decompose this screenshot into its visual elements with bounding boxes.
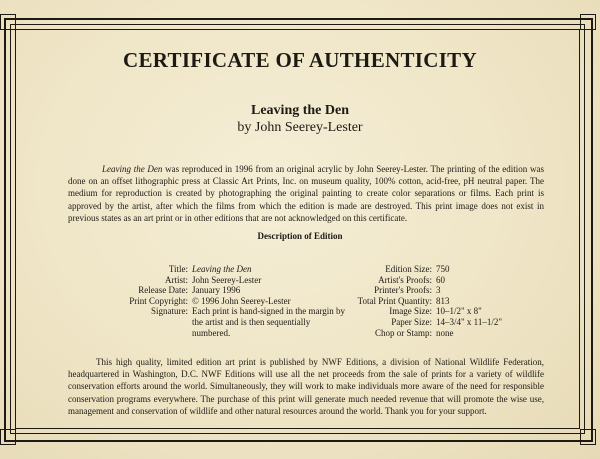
spec-label: Print Copyright: bbox=[129, 295, 188, 306]
spec-label: Chop or Stamp: bbox=[374, 327, 432, 338]
spec-label: Edition Size: bbox=[385, 264, 432, 274]
spec-value: January 1996 bbox=[192, 285, 241, 296]
spec-label: Artist's Proofs: bbox=[378, 274, 432, 285]
spec-row bbox=[98, 264, 350, 275]
corner-ornament-top-right bbox=[580, 14, 596, 30]
intro-paragraph bbox=[68, 163, 544, 224]
intro-text: was reproduced in 1996 from an original acrylic by John Seerey-Lester. The printing of the edition was done on an offset lithographic press at Classic Art Prints, Inc. on museum quality, 100% cotton, acid-free, pH neutral paper. The medium for reproduction is created by photographing the original painting to create color separations or films. Each print is approved by the artist, after which the films from which the edition is made are destroyed. This print image does not exist in previous states as an art print or in other editions that are not acknowledged on this certificate. bbox=[68, 164, 545, 223]
spec-row bbox=[98, 285, 350, 296]
spec-row bbox=[330, 285, 530, 296]
corner-ornament-bottom-left bbox=[0, 429, 16, 445]
spec-value: © 1996 John Seerey-Lester bbox=[192, 295, 291, 306]
certificate-heading: CERTIFICATE OF AUTHENTICITY bbox=[123, 48, 477, 72]
edition-details-left bbox=[98, 264, 350, 338]
spec-value: 750 bbox=[436, 264, 450, 274]
spec-row bbox=[330, 328, 530, 339]
edition-details-right bbox=[330, 264, 530, 338]
spec-label: Printer's Proofs: bbox=[374, 285, 432, 296]
spec-row bbox=[98, 275, 350, 286]
spec-value: Leaving the Den bbox=[192, 264, 252, 274]
spec-row bbox=[330, 264, 530, 275]
spec-label: Artist: bbox=[164, 274, 188, 285]
spec-value: none bbox=[436, 327, 454, 338]
spec-label: Paper Size: bbox=[391, 316, 432, 327]
closing-paragraph: This high quality, limited edition art print is published by NWF Editions, a division of National Wildlife Federation, headquartered in Washington, D.C. NWF Editions will use all the net proceeds from the sale of prints for a variety of wildlife conservation efforts around the world. Simultaneously, they will work to make individuals more aware of the need for responsible conservation programs everywhere. The purchase of this print will generate much needed revenue that will promote the wise use, management and conservation of wildlife and other natural resources around the world. Thank you for your support. bbox=[68, 357, 544, 416]
spec-value: Each print is hand-signed in the margin by the artist and is then sequentially numbered. bbox=[192, 306, 346, 338]
description-heading: Description of Edition bbox=[257, 231, 343, 241]
spec-value: 14–3/4" x 11–1/2" bbox=[436, 316, 503, 327]
corner-ornament-top-left bbox=[0, 14, 16, 30]
spec-value: 60 bbox=[436, 274, 445, 285]
artist-byline: by John Seerey-Lester bbox=[237, 120, 363, 135]
spec-row bbox=[98, 306, 350, 338]
spec-row bbox=[330, 275, 530, 286]
spec-label: Image Size: bbox=[389, 306, 432, 317]
spec-value: 813 bbox=[436, 295, 450, 306]
spec-label: Total Print Quantity: bbox=[357, 295, 432, 306]
spec-value: John Seerey-Lester bbox=[192, 274, 262, 285]
spec-value: 3 bbox=[436, 285, 441, 296]
intro-print-title: Leaving the Den bbox=[102, 164, 163, 174]
corner-ornament-bottom-right bbox=[580, 429, 596, 445]
spec-row bbox=[330, 296, 530, 307]
spec-label: Title: bbox=[168, 264, 188, 274]
print-title: Leaving the Den bbox=[251, 103, 349, 118]
spec-value: 10–1/2" x 8" bbox=[436, 306, 482, 317]
spec-label: Signature: bbox=[151, 306, 188, 317]
spec-label: Release Date: bbox=[138, 285, 188, 296]
spec-row bbox=[330, 306, 530, 317]
spec-row bbox=[330, 317, 530, 328]
spec-row bbox=[98, 296, 350, 307]
